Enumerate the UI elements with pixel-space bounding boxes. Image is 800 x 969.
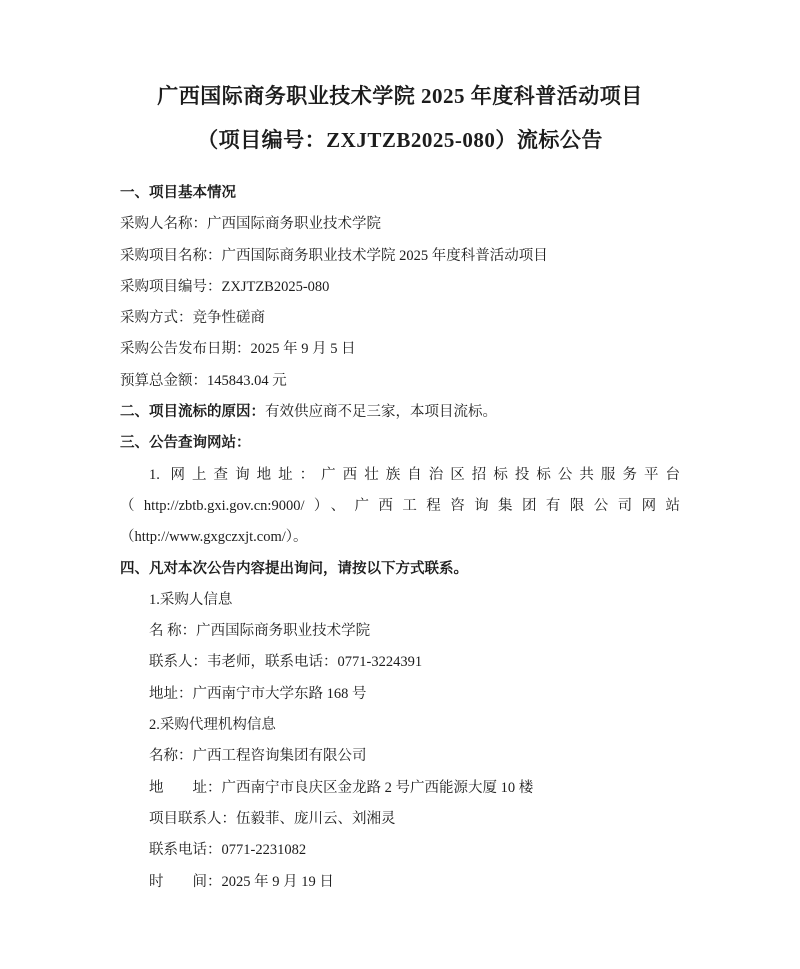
section2-reason: 有效供应商不足三家，本项目流标。 xyxy=(265,404,497,421)
query-address-line-2: （http://zbtb.gxi.gov.cn:9000/）、广西工程咨询集团有限公司网站 xyxy=(120,497,680,514)
agency-info-name: 名称：广西工程咨询集团有限公司 xyxy=(149,748,367,765)
project-number-line: 采购项目编号：ZXJTZB2025-080 xyxy=(120,278,330,295)
agency-info-phone: 联系电话：0771-2231082 xyxy=(149,842,307,859)
project-name-line: 采购项目名称：广西国际商务职业技术学院 2025 年度科普活动项目 xyxy=(120,247,548,264)
section2-line xyxy=(120,397,680,428)
announcement-date-line: 采购公告发布日期：2025 年 9 月 5 日 xyxy=(120,341,356,358)
purchaser-info-subheading: 1.采购人信息 xyxy=(149,591,233,608)
document-body xyxy=(120,178,680,898)
title-line-2: （项目编号：ZXJTZB2025-080）流标公告 xyxy=(197,128,603,152)
purchaser-info-contact: 联系人：韦老师，联系电话：0771-3224391 xyxy=(149,654,423,671)
section1-heading: 一、项目基本情况 xyxy=(120,185,236,201)
query-address-line-3: （http://www.gxgczxjt.com/）。 xyxy=(120,529,308,546)
agency-info-contacts: 项目联系人：伍毅菲、庞川云、刘湘灵 xyxy=(149,810,396,827)
purchaser-info-name: 名 称：广西国际商务职业技术学院 xyxy=(149,623,371,640)
section2-heading: 二、项目流标的原因： xyxy=(120,404,265,421)
agency-info-address: 地 址：广西南宁市良庆区金龙路 2 号广西能源大厦 10 楼 xyxy=(149,779,534,796)
agency-info-date: 时 间：2025 年 9 月 19 日 xyxy=(149,873,334,890)
title-line-1: 广西国际商务职业技术学院 2025 年度科普活动项目 xyxy=(157,84,643,108)
section4-heading: 四、凡对本次公告内容提出询问，请按以下方式联系。 xyxy=(120,560,468,577)
section3-heading: 三、公告查询网站： xyxy=(120,435,251,452)
agency-info-subheading: 2.采购代理机构信息 xyxy=(149,717,276,734)
procurement-method-line: 采购方式：竞争性磋商 xyxy=(120,310,265,327)
document-title xyxy=(120,74,680,162)
purchaser-info-address: 地址：广西南宁市大学东路 168 号 xyxy=(149,685,367,702)
budget-line: 预算总金额：145843.04 元 xyxy=(120,372,287,389)
query-address-line-1: 1. 网上查询地址：广西壮族自治区招标投标公共服务平台 xyxy=(149,466,680,483)
purchaser-name-line: 采购人名称：广西国际商务职业技术学院 xyxy=(120,216,381,233)
